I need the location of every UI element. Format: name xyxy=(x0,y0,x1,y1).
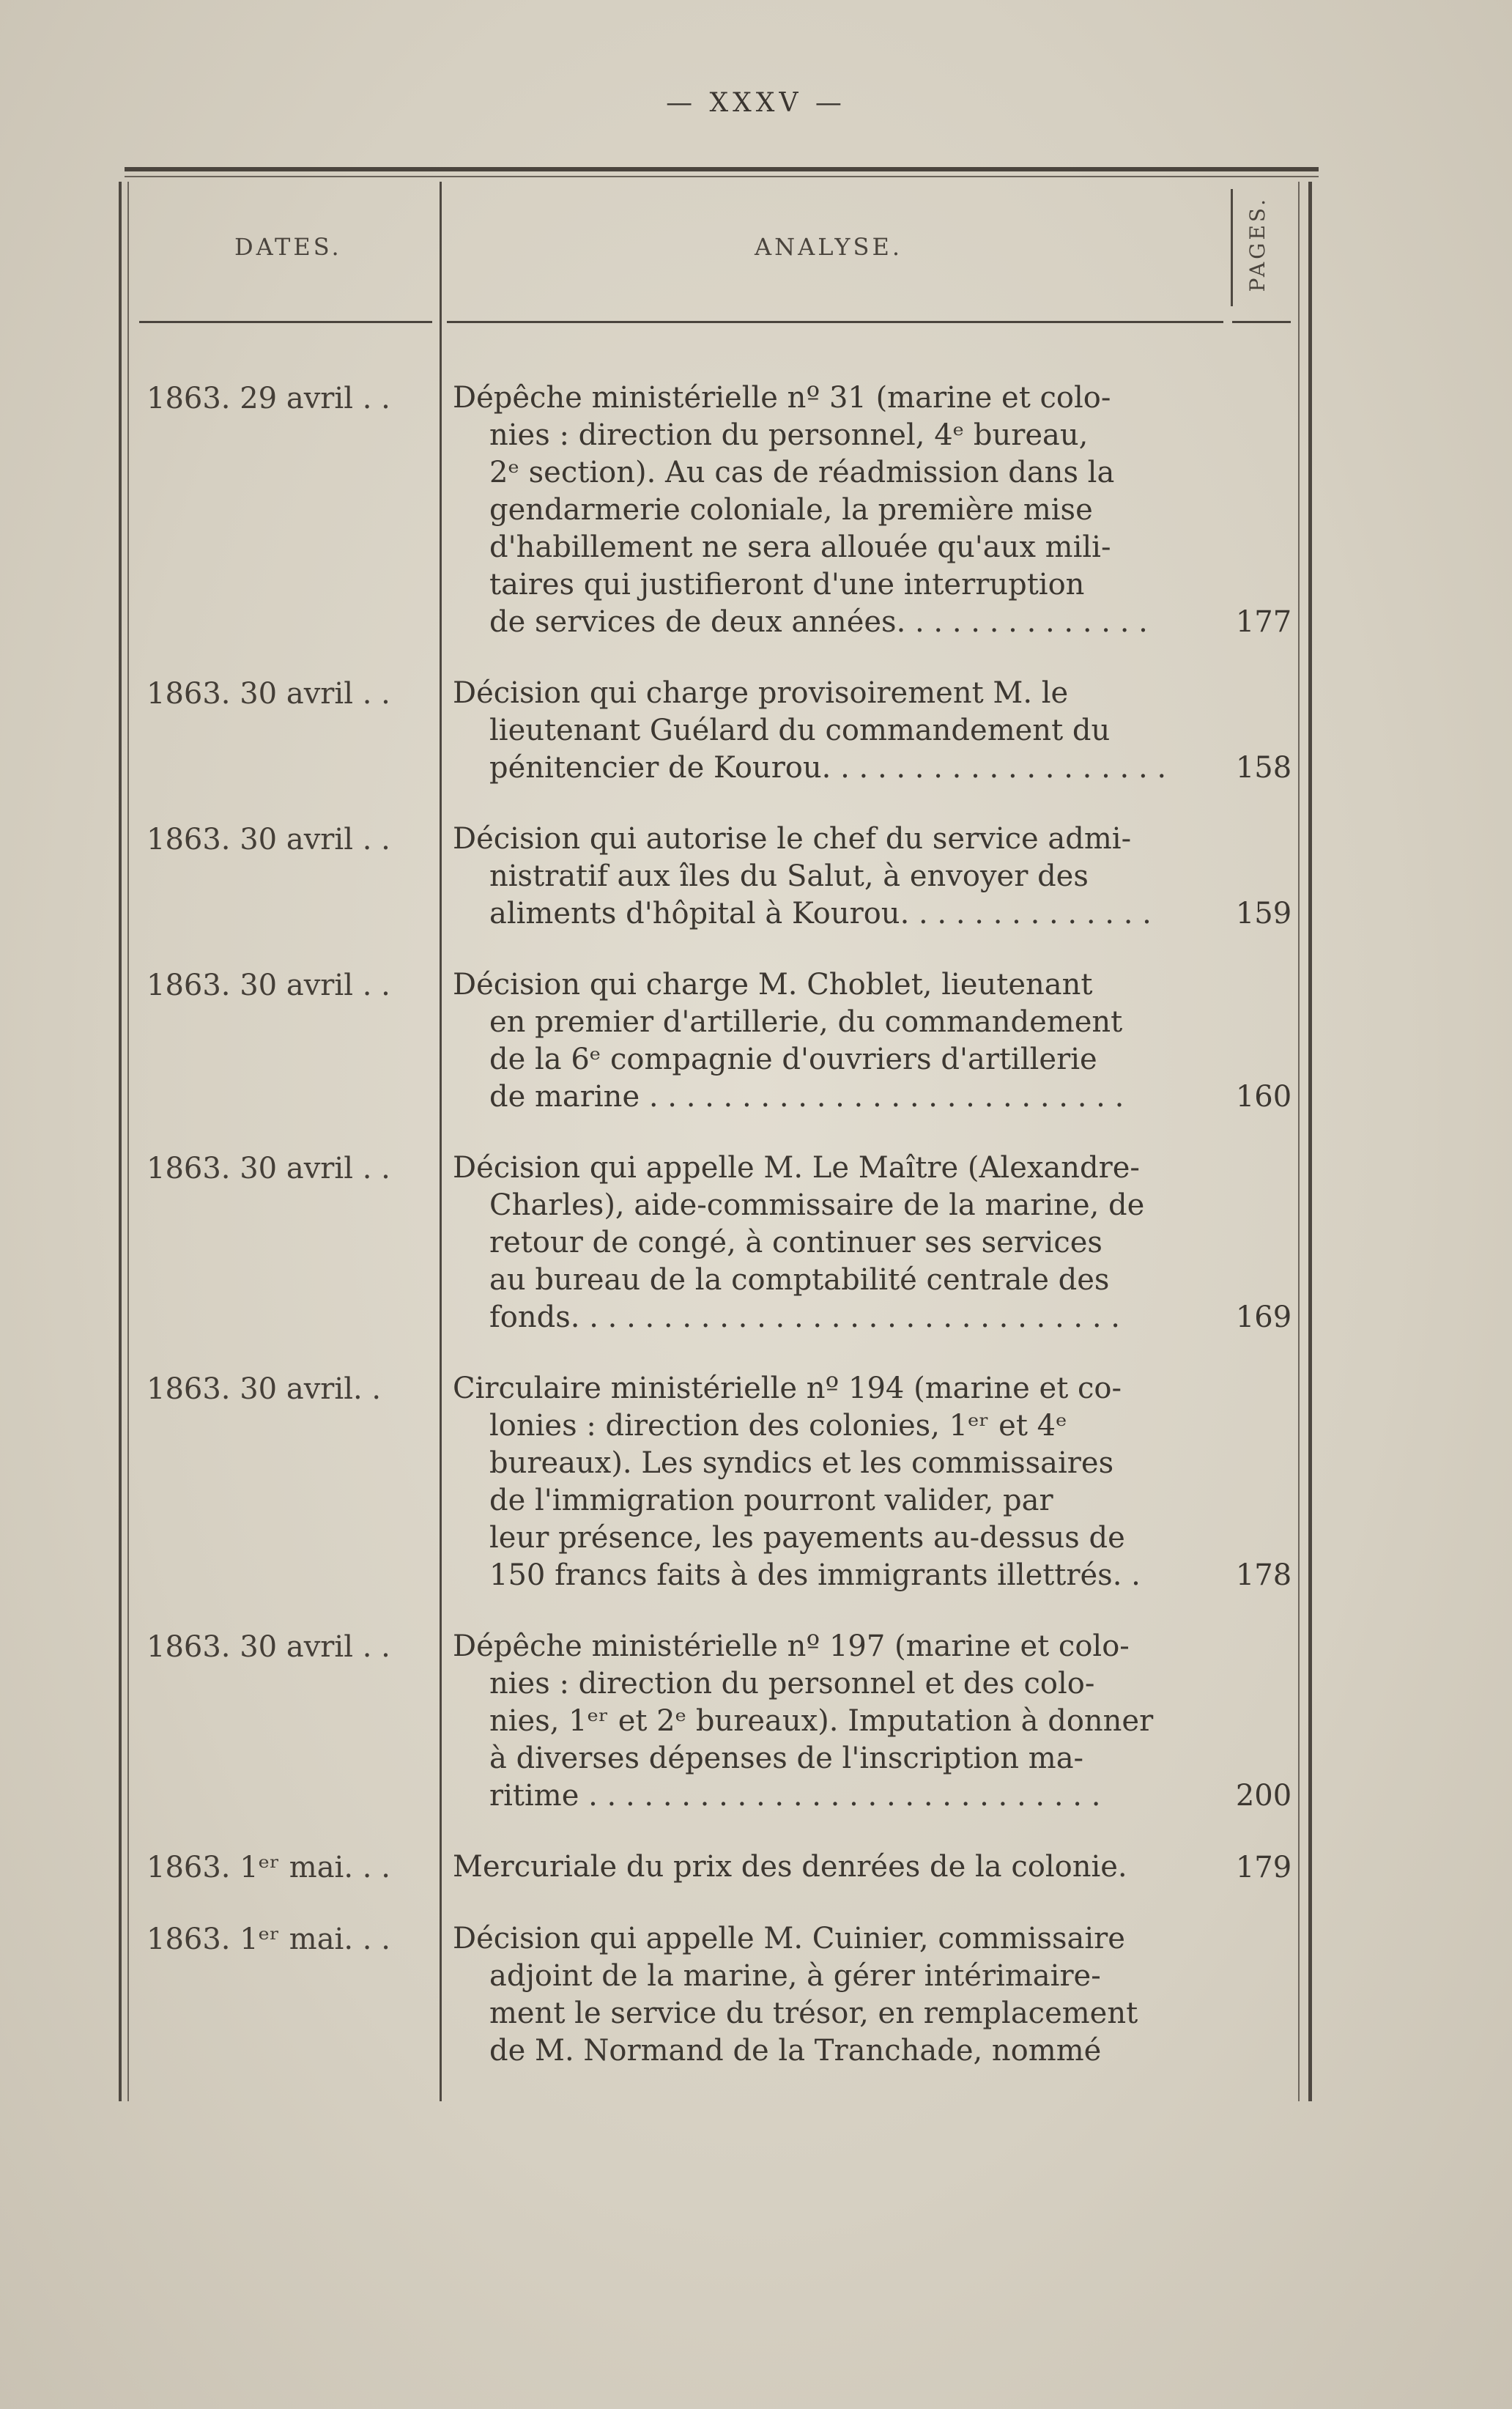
table-left-border xyxy=(119,182,122,2101)
entry-date: 1863. 30 avril . . xyxy=(147,1152,390,1185)
table-row xyxy=(125,380,1319,641)
analysis-line: lonies : direction des colonies, 1ᵉʳ et 4ᵉ xyxy=(489,1409,1067,1443)
analysis-line: d'habillement ne sera allouée qu'aux mili- xyxy=(489,530,1111,564)
entry-page-number: 158 xyxy=(1235,751,1292,785)
table-row xyxy=(125,1628,1319,1815)
entry-page-number: 160 xyxy=(1235,1080,1292,1114)
analysis-line: nistratif aux îles du Salut, à envoyer des xyxy=(489,859,1089,893)
entry-page-number: 200 xyxy=(1235,1779,1292,1813)
table-row xyxy=(125,1150,1319,1336)
analysis-line: bureaux). Les syndics et les commissaires xyxy=(489,1446,1114,1480)
analysis-line: Décision qui appelle M. Cuinier, commissaire xyxy=(453,1922,1125,1955)
entry-date: 1863. 30 avril . . xyxy=(147,677,390,711)
entry-analysis xyxy=(440,1628,1231,1815)
analysis-line: 2ᵉ section). Au cas de réadmission dans la xyxy=(489,456,1115,489)
page-header: — XXXV — xyxy=(666,88,846,118)
analysis-line: nies, 1ᵉʳ et 2ᵉ bureaux). Imputation à donner xyxy=(489,1704,1154,1738)
table-row xyxy=(125,1920,1319,2070)
analysis-line: de l'immigration pourront valider, par xyxy=(489,1484,1053,1517)
entry-date: 1863. 30 avril . . xyxy=(147,969,390,1002)
index-table xyxy=(125,167,1319,2101)
entry-analysis xyxy=(440,1920,1231,2070)
entry-date: 1863. 29 avril . . xyxy=(147,382,390,415)
entry-date: 1863. 1ᵉʳ mai. . . xyxy=(147,1923,390,1956)
entry-page-number: 178 xyxy=(1235,1558,1292,1592)
analysis-line: Décision qui charge provisoirement M. le xyxy=(453,676,1069,710)
entry-date: 1863. 1ᵉʳ mai. . . xyxy=(147,1851,390,1884)
analysis-line: leur présence, les payements au-dessus de xyxy=(489,1521,1125,1555)
analysis-line: Dépêche ministérielle nº 197 (marine et colo- xyxy=(453,1629,1130,1663)
table-row xyxy=(125,1370,1319,1594)
header-rule-pages xyxy=(1232,321,1291,323)
analysis-line: Mercuriale du prix des denrées de la colonie. xyxy=(453,1850,1127,1884)
table-row xyxy=(125,821,1319,933)
entry-analysis xyxy=(440,380,1231,641)
analysis-line: de M. Normand de la Tranchade, nommé xyxy=(489,2034,1102,2068)
analysis-line: adjoint de la marine, à gérer intérimaire- xyxy=(489,1959,1101,1993)
entry-analysis xyxy=(440,1150,1231,1336)
analysis-line: pénitencier de Kourou. . . . . . . . . . . . . . . . . . . xyxy=(489,751,1167,785)
analysis-line: de marine . . . . . . . . . . . . . . . . . . . . . . . . . . xyxy=(489,1080,1124,1114)
analysis-line: au bureau de la comptabilité centrale des xyxy=(489,1263,1110,1297)
analysis-line: aliments d'hôpital à Kourou. . . . . . . . . . . . . . xyxy=(489,897,1152,930)
entry-analysis xyxy=(440,1849,1231,1887)
analysis-line: retour de congé, à continuer ses services xyxy=(489,1226,1102,1259)
table-top-rule-thin xyxy=(125,176,1319,177)
analysis-line: nies : direction du personnel, 4ᵉ bureau, xyxy=(489,418,1089,452)
column-header-dates: DATES. xyxy=(234,233,342,261)
column-header-pages: PAGES. xyxy=(1245,196,1270,292)
entry-page-number: 179 xyxy=(1235,1851,1292,1884)
analysis-line: Décision qui charge M. Choblet, lieutenant xyxy=(453,968,1093,1002)
analysis-line: ment le service du trésor, en remplacement xyxy=(489,1997,1138,2030)
analysis-line: de la 6ᵉ compagnie d'ouvriers d'artillerie xyxy=(489,1043,1097,1076)
table-row xyxy=(125,966,1319,1116)
analysis-line: Dépêche ministérielle nº 31 (marine et colo- xyxy=(453,381,1111,415)
analysis-line: 150 francs faits à des immigrants illettrés. . xyxy=(489,1558,1141,1592)
entry-analysis xyxy=(440,675,1231,787)
entry-page-number: 169 xyxy=(1235,1300,1292,1334)
column-divider-pages xyxy=(1231,189,1233,306)
entry-analysis xyxy=(440,821,1231,933)
entry-page-number: 177 xyxy=(1235,605,1292,639)
analysis-line: à diverses dépenses de l'inscription ma- xyxy=(489,1742,1084,1775)
entries-list xyxy=(125,380,1319,2103)
analysis-line: gendarmerie coloniale, la première mise xyxy=(489,493,1093,527)
analysis-line: Circulaire ministérielle nº 194 (marine et co- xyxy=(453,1372,1122,1405)
entry-date: 1863. 30 avril . . xyxy=(147,1630,390,1664)
entry-analysis xyxy=(440,966,1231,1116)
table-row xyxy=(125,675,1319,787)
table-top-rule xyxy=(125,167,1319,171)
analysis-line: taires qui justifieront d'une interruption xyxy=(489,568,1085,602)
analysis-line: lieutenant Guélard du commandement du xyxy=(489,714,1111,747)
entry-date: 1863. 30 avril. . xyxy=(147,1372,382,1406)
analysis-line: de services de deux années. . . . . . . . . . . . . . xyxy=(489,605,1148,639)
analysis-line: Décision qui autorise le chef du service admi- xyxy=(453,822,1132,856)
entry-analysis xyxy=(440,1370,1231,1594)
column-header-analyse: ANALYSE. xyxy=(755,233,903,261)
entry-date: 1863. 30 avril . . xyxy=(147,823,390,856)
entry-page-number: 159 xyxy=(1235,897,1292,930)
analysis-line: en premier d'artillerie, du commandement xyxy=(489,1005,1123,1039)
analysis-line: Charles), aide-commissaire de la marine, de xyxy=(489,1188,1145,1222)
analysis-line: fonds. . . . . . . . . . . . . . . . . . . . . . . . . . . . . . xyxy=(489,1300,1120,1334)
table-row xyxy=(125,1849,1319,1887)
header-rule-dates xyxy=(139,321,432,323)
analysis-line: nies : direction du personnel et des colo- xyxy=(489,1667,1095,1701)
header-rule-analyse xyxy=(447,321,1223,323)
analysis-line: ritime . . . . . . . . . . . . . . . . . . . . . . . . . . . . xyxy=(489,1779,1101,1813)
analysis-line: Décision qui appelle M. Le Maître (Alexandre- xyxy=(453,1151,1140,1185)
